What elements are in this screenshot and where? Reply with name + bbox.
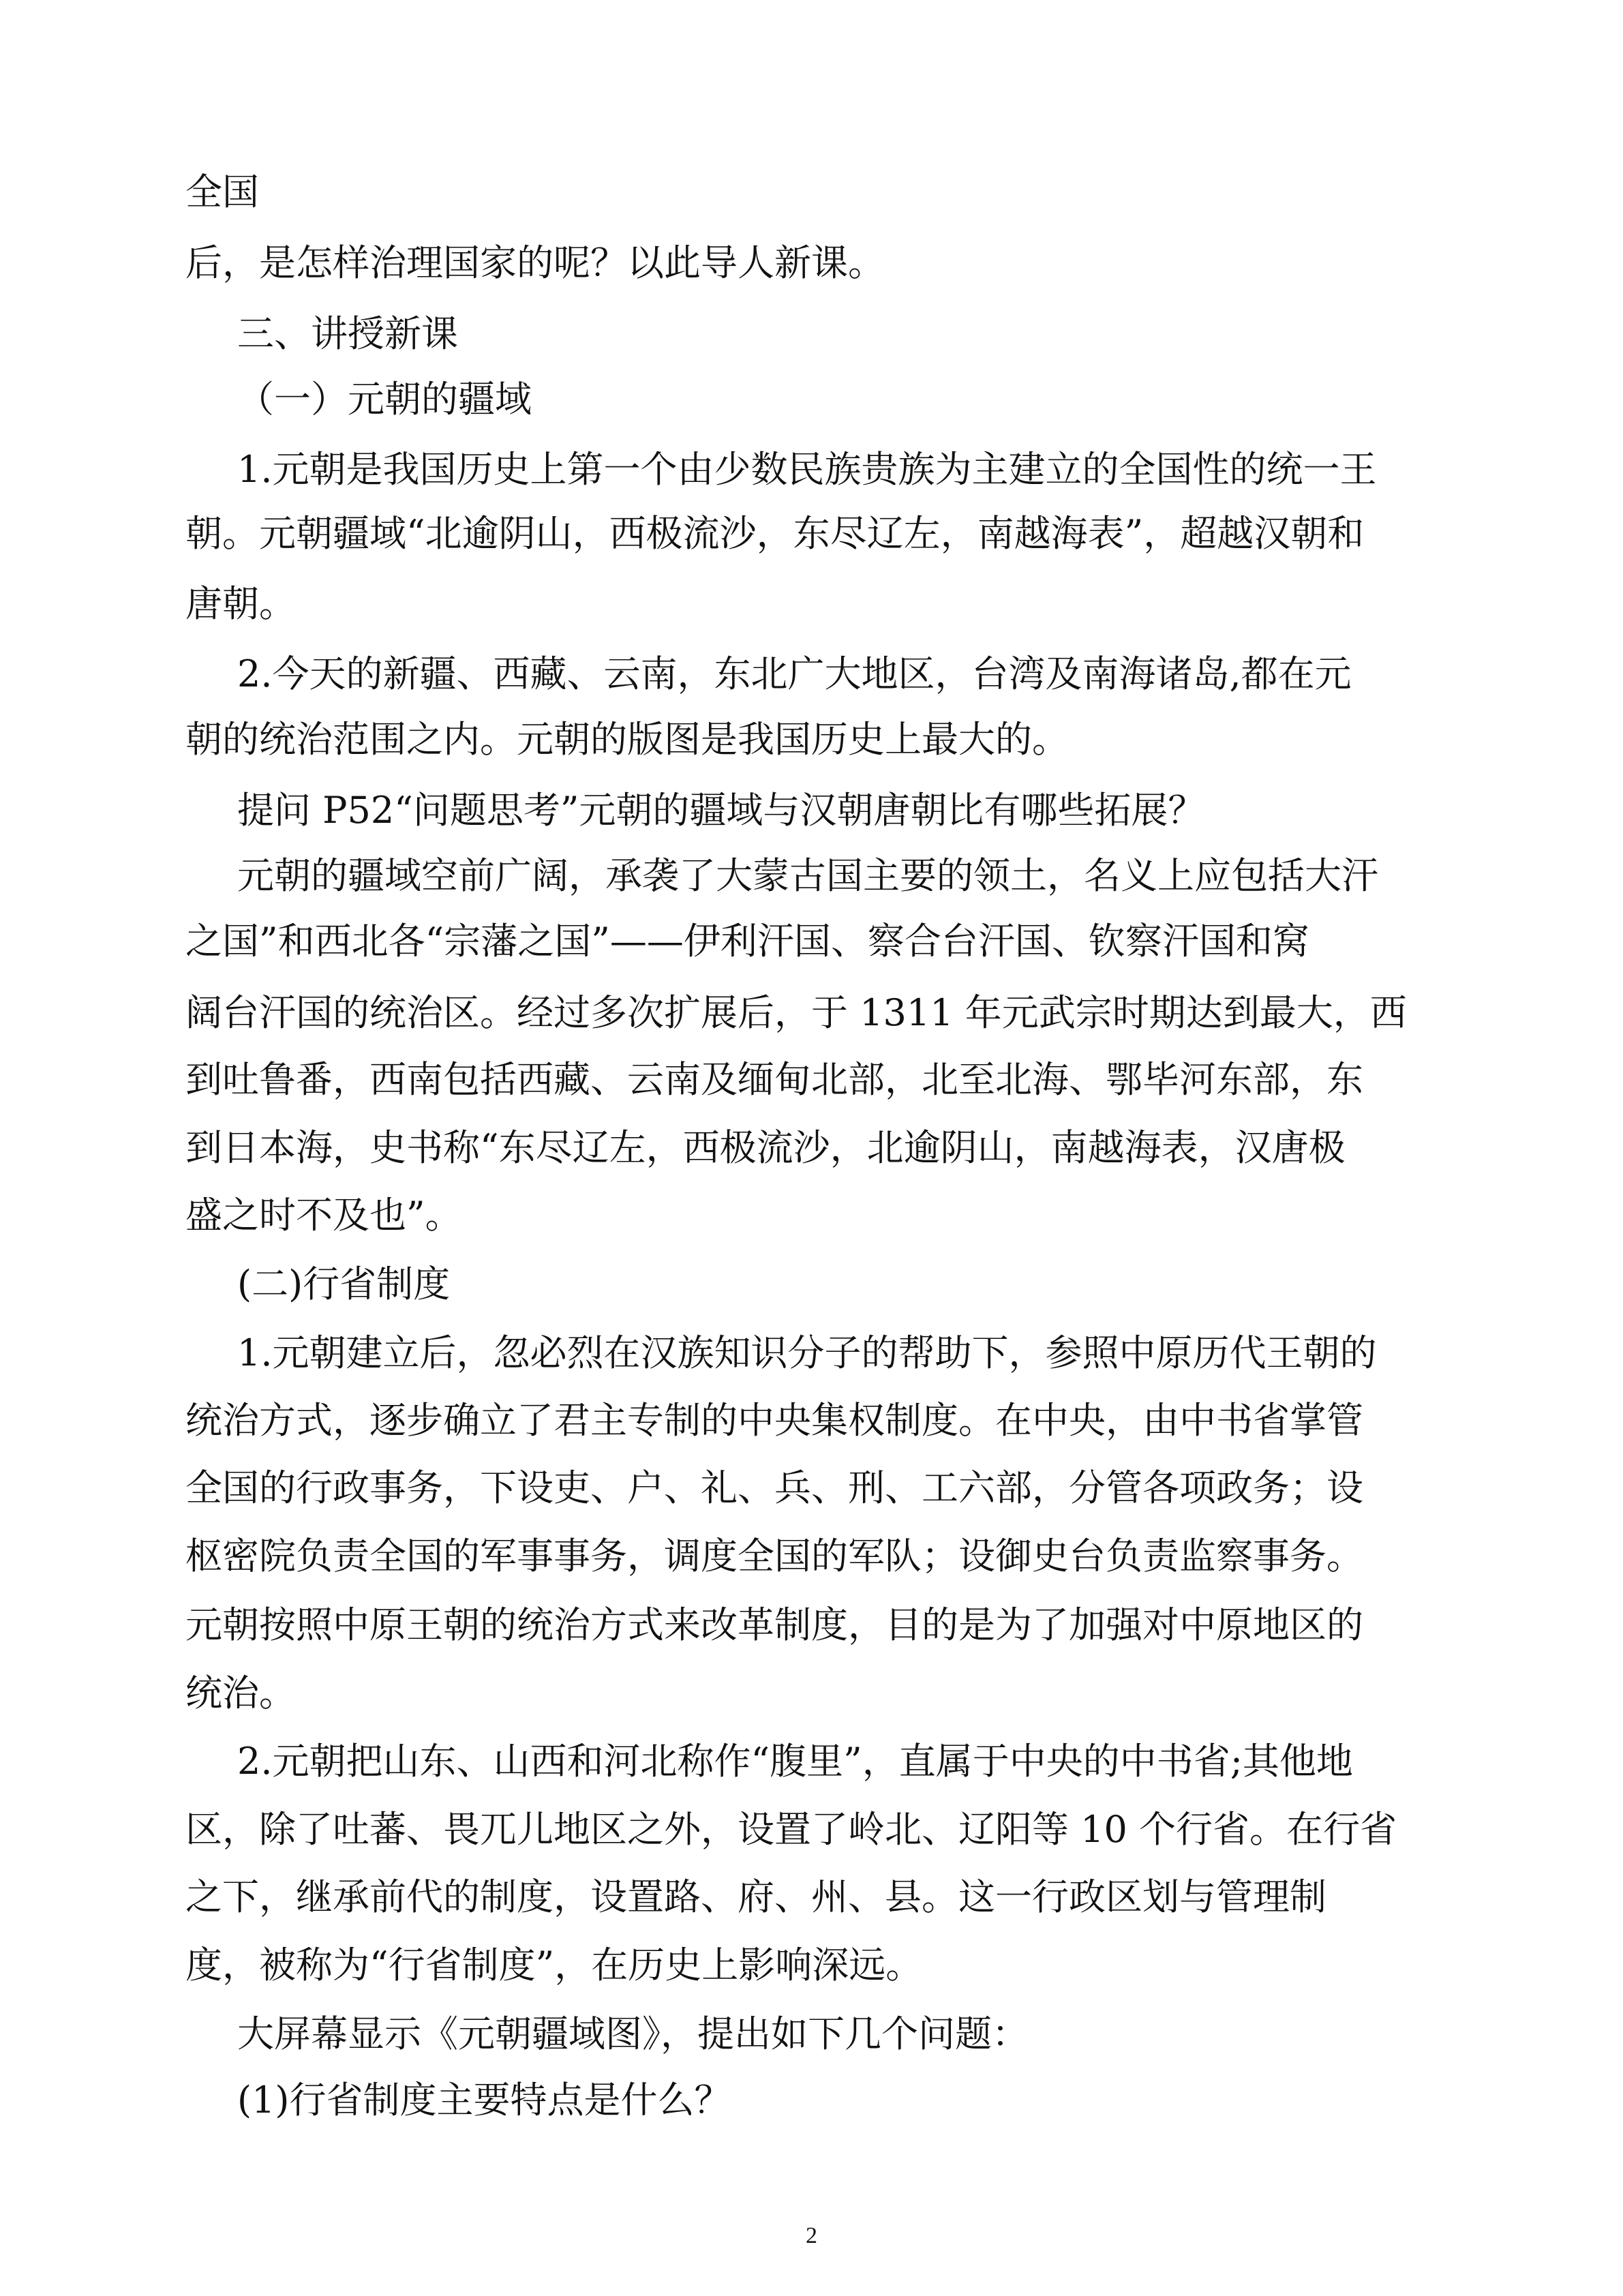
text-line: 2.今天的新疆、西藏、云南，东北广大地区，台湾及南海诸岛,都在元 <box>237 652 1352 695</box>
text-line: 之下，继承前代的制度，设置路、府、州、县。这一行政区划与管理制 <box>185 1875 1326 1918</box>
text-line: 之国”和西北各“宗藩之国”——伊利汗国、察合台汗国、钦察汗国和窝 <box>185 920 1309 963</box>
text-line: 全国 <box>185 170 259 213</box>
text-line: 度，被称为“行省制度”，在历史上影响深远。 <box>185 1944 923 1987</box>
text-line: 统治。 <box>185 1672 296 1715</box>
question-line: (1)行省制度主要特点是什么？ <box>237 2079 731 2121</box>
question-line: 提问 P52“问题思考”元朝的疆域与汉朝唐朝比有哪些拓展？ <box>237 789 1205 832</box>
page-number: 2 <box>806 2223 817 2248</box>
subsection-heading: （一）元朝的疆域 <box>237 378 532 421</box>
text-line: 统治方式，逐步确立了君主专制的中央集权制度。在中央，由中书省掌管 <box>185 1399 1363 1442</box>
text-line: 后，是怎样治理国家的呢？以此导人新课。 <box>185 241 885 284</box>
text-line: 盛之时不及也”。 <box>185 1194 462 1237</box>
text-line: 到吐鲁番，西南包括西藏、云南及缅甸北部，北至北海、鄂毕河东部，东 <box>185 1058 1363 1101</box>
text-line: 唐朝。 <box>185 582 296 625</box>
text-line: 阔台汗国的统治区。经过多次扩展后，于 1311 年元武宗时期达到最大，西 <box>185 991 1407 1034</box>
text-line: 大屏幕显示《元朝疆域图》，提出如下几个问题： <box>237 2012 1029 2055</box>
text-line: 元朝按照中原王朝的统治方式来改革制度，目的是为了加强对中原地区的 <box>185 1603 1363 1646</box>
text-line: 朝的统治范围之内。元朝的版图是我国历史上最大的。 <box>185 718 1069 761</box>
subsection-heading: (二)行省制度 <box>237 1263 451 1305</box>
text-line: 朝。元朝疆域“北逾阴山，西极流沙，东尽辽左，南越海表”，超越汉朝和 <box>185 512 1365 555</box>
text-line: 1.元朝建立后，忽必烈在汉族知识分子的帮助下，参照中原历代王朝的 <box>237 1331 1377 1374</box>
text-line: 枢密院负责全国的军事事务，调度全国的军队；设御史台负责监察事务。 <box>185 1535 1363 1577</box>
text-line: 到日本海，史书称“东尽辽左，西极流沙，北逾阴山，南越海表，汉唐极 <box>185 1126 1346 1169</box>
text-line: 1.元朝是我国历史上第一个由少数民族贵族为主建立的全国性的统一王 <box>237 448 1377 491</box>
text-line: 全国的行政事务，下设吏、户、礼、兵、刑、工六部，分管各项政务；设 <box>185 1466 1363 1509</box>
text-line: 元朝的疆域空前广阔，承袭了大蒙古国主要的领土，名义上应包括大汗 <box>237 854 1378 897</box>
section-heading: 三、讲授新课 <box>237 312 458 355</box>
text-line: 区，除了吐蕃、畏兀儿地区之外，设置了岭北、辽阳等 10 个行省。在行省 <box>185 1808 1397 1851</box>
text-line: 2.元朝把山东、山西和河北称作“腹里”，直属于中央的中书省;其他地 <box>237 1740 1353 1783</box>
